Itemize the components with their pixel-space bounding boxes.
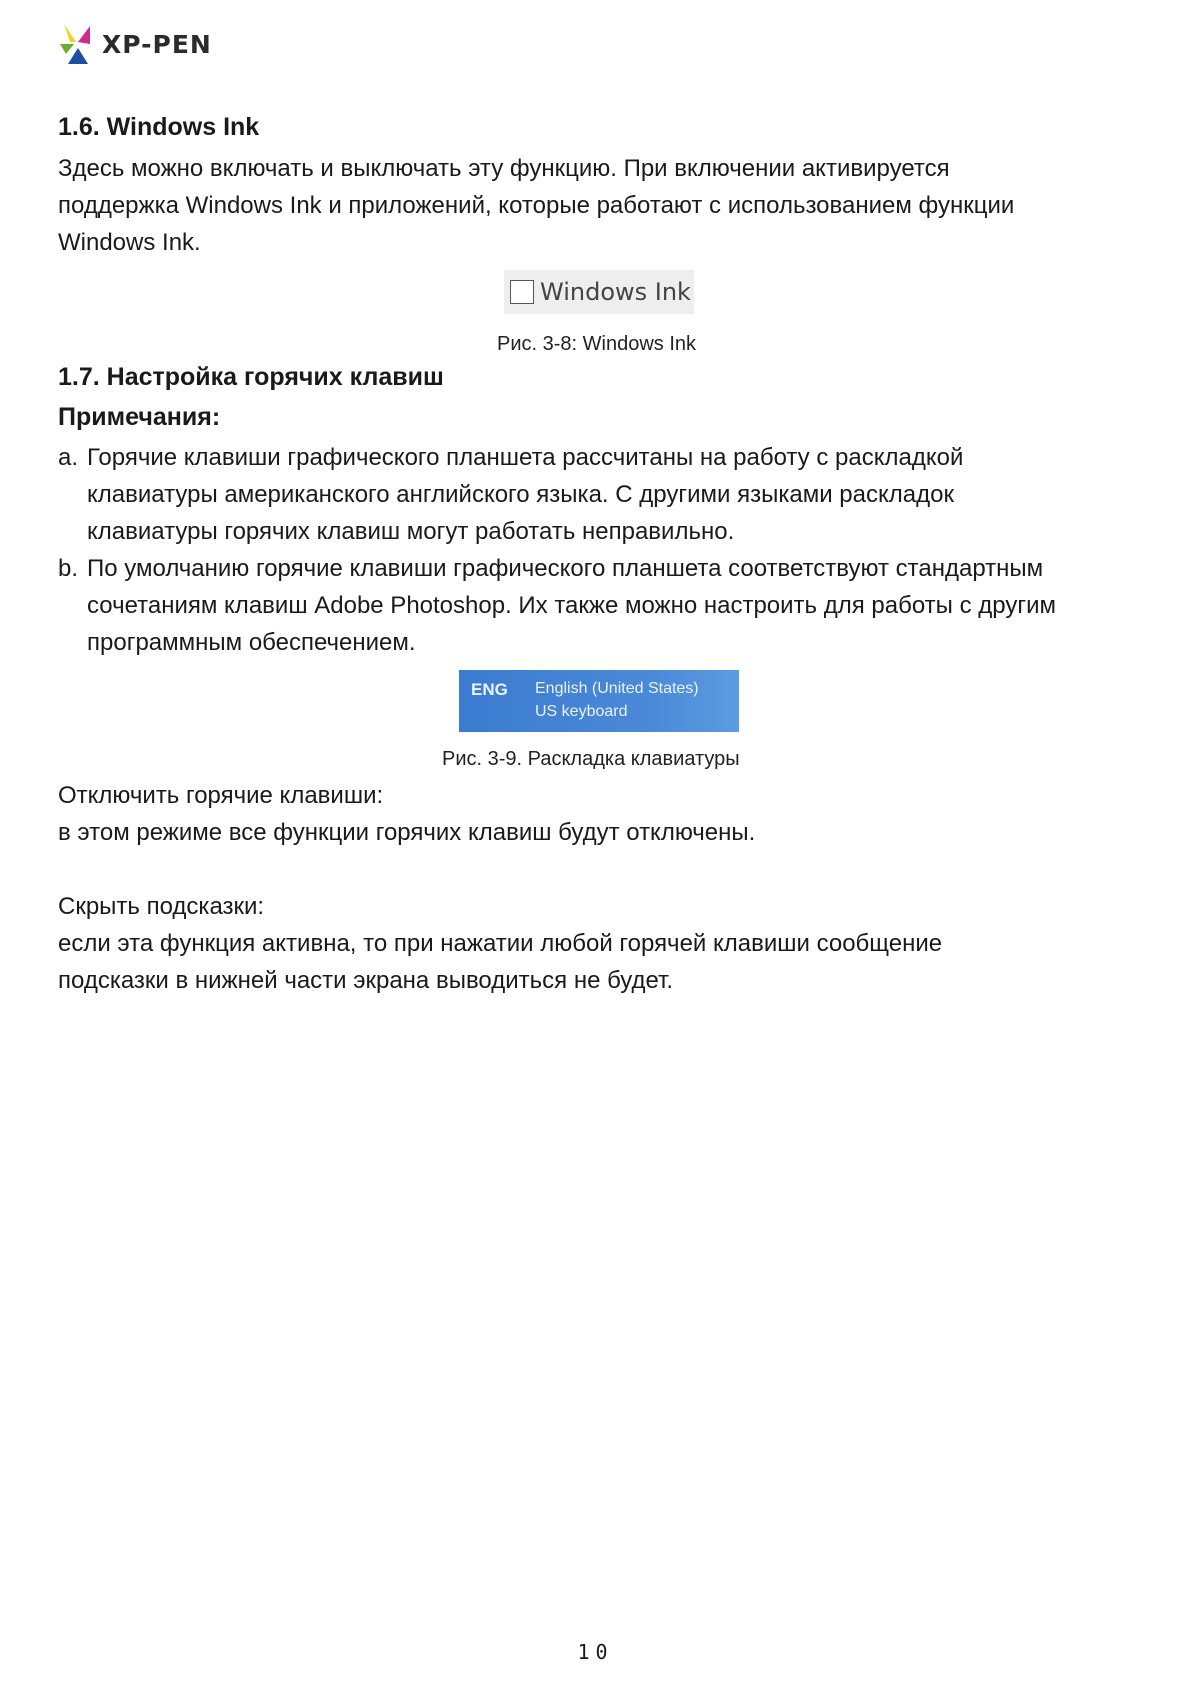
xp-pen-logo-icon [56, 20, 96, 68]
paragraph-line: Windows Ink. [58, 229, 201, 256]
disable-hotkeys-text: в этом режиме все функции горячих клавиш будут отключены. [58, 819, 756, 846]
hide-hints-text: подсказки в нижней части экрана выводиться не будет. [58, 967, 674, 994]
keyboard-layout-figure [459, 670, 739, 732]
language-code: ENG [471, 680, 508, 699]
windows-ink-figure [504, 270, 694, 314]
figure-caption: Рис. 3-8: Windows Ink [497, 333, 697, 355]
section-title-hotkeys: 1.7. Настройка горячих клавиш [58, 363, 444, 391]
page-number: 10 [577, 1640, 614, 1664]
list-marker: a. [58, 444, 79, 471]
paragraph-line: Здесь можно включать и выключать эту функцию. При включении активируется [58, 155, 950, 182]
disable-hotkeys-title: Отключить горячие клавиши: [58, 782, 384, 809]
hide-hints-title: Скрыть подсказки: [58, 893, 265, 920]
notes-title: Примечания: [58, 403, 221, 431]
list-item-line: программным обеспечением. [87, 629, 416, 656]
section-title-windows-ink: 1.6. Windows Ink [58, 113, 260, 141]
paragraph-line: поддержка Windows Ink и приложений, которые работают с использованием функции [58, 192, 1015, 219]
list-item-line: клавиатуры американского английского языка. С другими языками раскладок [87, 481, 954, 508]
list-item-line: клавиатуры горячих клавиш могут работать неправильно. [87, 518, 735, 545]
list-item-line: По умолчанию горячие клавиши графического планшета соответствуют стандартным [87, 555, 1044, 582]
figure-caption: Рис. 3-9. Раскладка клавиатуры [442, 748, 740, 770]
list-item-line: сочетаниям клавиш Adobe Photoshop. Их также можно настроить для работы с другим [87, 592, 1056, 619]
list-item-line: Горячие клавиши графического планшета рассчитаны на работу с раскладкой [87, 444, 964, 471]
list-marker: b. [58, 555, 79, 582]
keyboard-layout-name: US keyboard [535, 703, 628, 720]
checkbox-icon [510, 280, 534, 304]
brand-name: XP-PEN [102, 29, 212, 59]
language-name: English (United States) [535, 680, 699, 697]
xp-pen-logo [56, 20, 212, 68]
hide-hints-text: если эта функция активна, то при нажатии любой горячей клавиши сообщение [58, 930, 943, 957]
windows-ink-checkbox-label: Windows Ink [540, 278, 691, 306]
